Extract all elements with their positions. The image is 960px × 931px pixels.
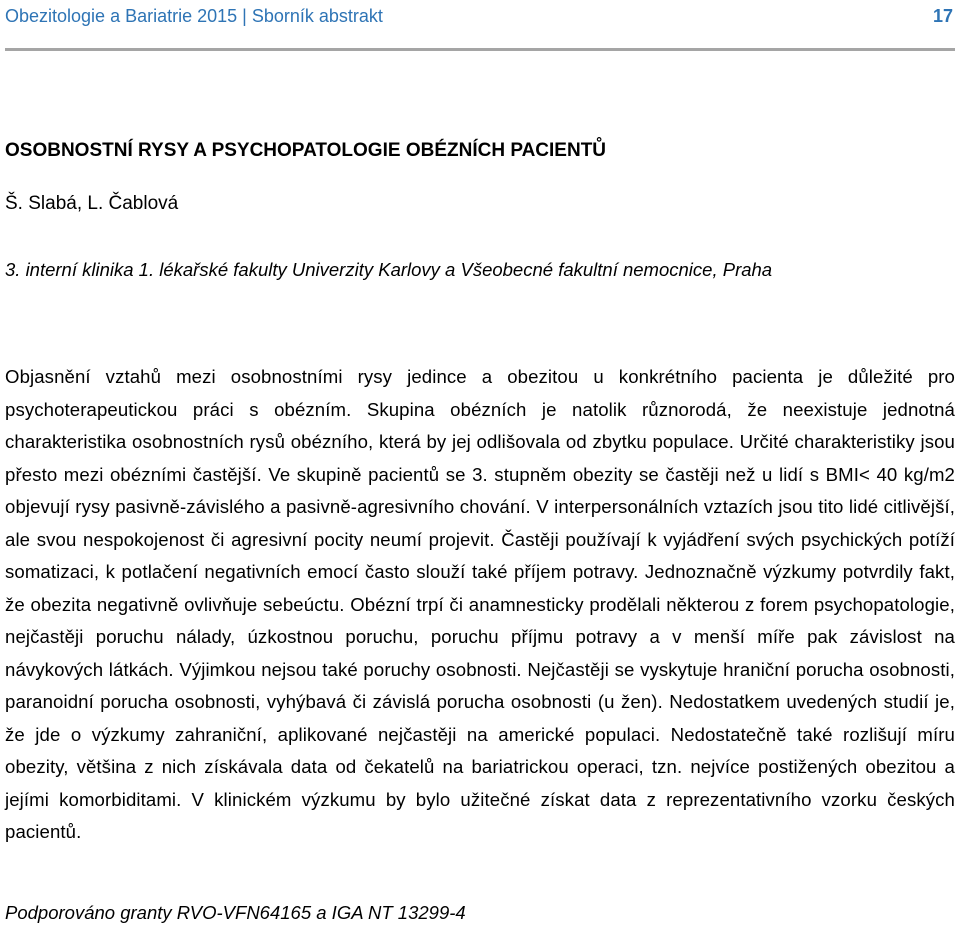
- article-title: OSOBNOSTNÍ RYSY A PSYCHOPATOLOGIE OBÉZNÍCH PACIENTŮ: [5, 140, 607, 161]
- page-header: [5, 4, 955, 44]
- header-divider: [5, 48, 955, 51]
- article-authors: Š. Slabá, L. Čablová: [5, 193, 179, 214]
- funding-note: Podporováno granty RVO-VFN64165 a IGA NT 13299-4: [5, 902, 466, 923]
- article-affiliation: 3. interní klinika 1. lékařské fakulty Univerzity Karlovy a Všeobecné fakultní nemocnice, Praha: [5, 259, 773, 280]
- running-title: Obezitologie a Bariatrie 2015 | Sborník abstrakt: [5, 6, 383, 26]
- page-number: 17: [932, 6, 953, 26]
- abstract-body: Objasnění vztahů mezi osobnostními rysy jedince a obezitou u konkrétního pacienta je důležité pro psychoterapeutickou práci s obézním. Skupina obézních je natolik různorodá, že neexistuje jednotná charakteristika osobnostních rysů obézního, která by jej odlišovala od zbytku populace. Určité charakteristiky jsou přesto mezi obézními častější. Ve skupině pacientů se 3. stupněm obezity se častěji než u lidí s BMI< 40 kg/m2 objevují rysy pasivně-závislého a pasivně-agresivního chování. V interpersonálních vztazích jsou tito lidé citlivější, ale svou nespokojenost či agresivní pocity neumí projevit. Častěji používají k vyjádření svých psychických potíží somatizaci, k potlačení negativních emocí často slouží také příjem potravy. Jednoznačně výzkumy potvrdily fakt, že obezita negativně ovlivňuje sebeúctu. Obézní trpí či anamnesticky prodělali některou z forem psychopatologie, nejčastěji poruchu nálady, úzkostnou poruchu, poruchu příjmu potravy a v menší míře pak závislost na návykových látkách. Výjimkou nejsou také poruchy osobnosti. Nejčastěji se vyskytuje hraniční porucha osobnosti, paranoidní porucha osobnosti, vyhýbavá či závislá porucha osobnosti (u žen). Nedostatkem uvedených studií je, že jde o výzkumy zahraniční, aplikované nejčastěji na americké populaci. Nedostatečně také rozlišují míru obezity, většina z nich získávala data od čekatelů na bariatrickou operaci, tzn. nejvíce postižených obezitou a jejími komorbiditami. V klinickém výzkumu by bylo užitečné získat data z reprezentativního vzorku českých pacientů.: [5, 366, 955, 842]
